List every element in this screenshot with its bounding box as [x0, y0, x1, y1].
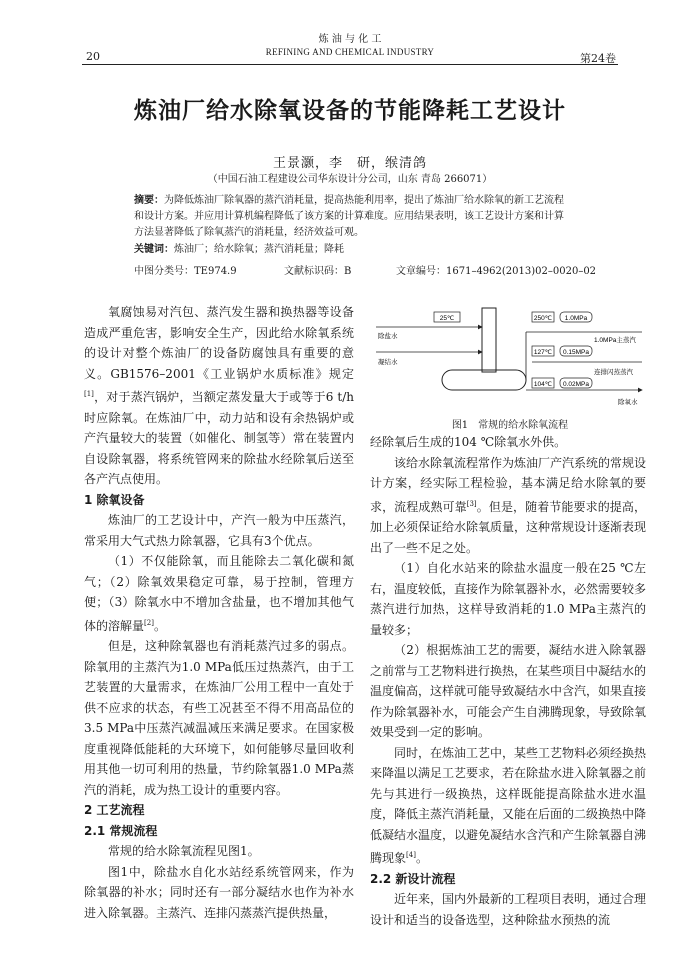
affiliation: （中国石油工程建设公司华东设计分公司，山东 青岛 266071） — [207, 174, 493, 185]
figure-caption: 图1 常规的给水除氧流程 — [451, 420, 569, 431]
paragraph: （2）根据炼油工艺的需要，凝结水进入除氧器之前常与工艺物料进行换热，在某些项目中凝结水的温度偏高，这样就可能导致凝结水中含汽，如果直接作为除氧器补水，可能会产生自沸腾现象，导致除氧效果受到一定的影响。 — [370, 643, 647, 739]
figure-1-flow-diagram — [372, 302, 648, 432]
paragraph: 近年来，国内外最新的工程项目表明，通过合理设计和适当的设备选型，这种除盐水预热的流 — [370, 892, 647, 927]
paragraph: （1）自化水站来的除盐水温度一般在25 ℃左右，温度较低，直接作为除氧器补水，必然需要较多蒸汽进行加热，这样导致消耗的1.0 MPa主蒸汽的量较多； — [370, 561, 647, 637]
section-heading-2: 2 工艺流程 — [84, 803, 145, 817]
paragraph: 氧腐蚀易对汽包、蒸汽发生器和换热器等设备造成严重危害，影响安全生产，因此给水除氧系统的设计对整个炼油厂的设备防腐蚀具有重要的意义。GB1576–2001《工业锅炉水质标准》规定[1]，对于蒸汽锅炉，当额定蒸发量大于或等于6 t/h时应除氧。在炼油厂中，动力站和设有余热锅炉或产汽量较大的装置（如催化、制氢等）常在装置内自设除氧器，将系统管网来的除盐水经除氧后送至各产汽点使用。 — [84, 305, 354, 486]
paragraph: 图1中，除盐水自化水站经系统管网来，作为除氧器的补水；同时还有一部分凝结水也作为补水进入除氧器。主蒸汽、连排闪蒸蒸汽提供热量， — [84, 864, 354, 920]
flow-diagram-svg — [372, 302, 648, 432]
temp-demin: 25℃ — [439, 315, 455, 322]
right-column — [370, 432, 646, 930]
subsection-heading-2-1: 2.1 常规流程 — [84, 823, 158, 838]
deaerator-column — [482, 308, 496, 372]
clc-number: 中图分类号：TE974.9 — [134, 266, 237, 277]
authors: 王景灏，李 研，缑清鸽 — [272, 156, 427, 171]
label-demin-water: 除盐水 — [378, 333, 398, 340]
paragraph: 该给水除氧流程常作为炼油厂产汽系统的常规设计方案，经实际工程检验，基本满足给水除氧的要求，流程成熟可靠[3]。但是，随着节能要求的提高，加上必须保证给水除氧质量，这种常规设计逐渐表现出了一些不足之处。 — [370, 455, 647, 555]
keywords — [134, 242, 566, 258]
paragraph: 炼油厂的工艺设计中，产汽一般为中压蒸汽，常采用大气式热力除氧器，它具有3个优点。 — [84, 513, 354, 548]
storage-tank — [442, 370, 526, 390]
subsection-heading-2-2: 2.2 新设计流程 — [370, 871, 456, 886]
paragraph: （1）不仅能除氧，而且能除去二氧化碳和氮气；（2）除氧效果稳定可靠，易于控制，管理方便；（3）除氧水中不增加含盐量，也不增加其他气体的溶解量[2]。 — [84, 554, 354, 633]
journal-name-en: REFINING AND CHEMICAL INDUSTRY — [265, 47, 435, 57]
pressure-out: 0.02MPa — [562, 381, 590, 388]
pressure-flash: 0.15MPa — [562, 349, 590, 356]
header-rule — [82, 64, 618, 65]
document-code: 文献标识码：B — [284, 266, 352, 277]
section-heading-1: 1 除氧设备 — [84, 492, 145, 507]
keywords-text: 炼油厂；给水除氧；蒸汽消耗量；降耗 — [174, 243, 344, 255]
abstract — [134, 193, 566, 242]
paragraph: 但是，这种除氧器也有消耗蒸汽过多的弱点。除氧用的主蒸汽为1.0 MPa低压过热蒸汽，由于工艺装置的大量需求，在炼油厂公用工程中一直处于供不应求的状态，有些工况甚至不得不用高品位的3.5 MPa中压蒸汽减温减压来满足要求。在国家极度重视降低能耗的大环境下，如何能够尽量回收利用其他一切可利用的热量，节约除氧器1.0 MPa蒸汽的消耗，成为热工设计的重要内容。 — [84, 639, 354, 797]
paragraph: 经除氧后生成的104 ℃除氧水外供。 — [370, 435, 567, 449]
abstract-label: 摘要： — [134, 195, 164, 206]
article-number: 文章编号：1671–4962(2013)02–0020–02 — [396, 266, 597, 277]
temp-condensate: 127℃ — [533, 349, 553, 356]
label-condensate: 凝结水 — [378, 359, 398, 366]
abstract-text: 为降低炼油厂除氧器的蒸汽消耗量，提高热能利用率，提出了炼油厂给水除氧的新工艺流程和设计方案。并应用计算机编程降低了该方案的计算难度。应用结果表明，该工艺设计方案和计算方法显著降低了除氧蒸汽的消耗量，经济效益可观。 — [134, 195, 564, 239]
label-flash-steam: 连排闪蒸蒸汽 — [594, 369, 633, 376]
page-number: 20 — [86, 50, 100, 63]
abstract-block — [134, 193, 566, 258]
label-main-steam: 1.0MPa主蒸汽 — [594, 337, 636, 344]
keywords-label: 关键词： — [134, 243, 174, 255]
pressure-steam: 1.0MPa — [564, 315, 588, 322]
paragraph: 常规的给水除氧流程见图1。 — [108, 844, 260, 858]
temp-steam: 250℃ — [533, 315, 553, 322]
temp-out: 104℃ — [533, 381, 553, 388]
left-column — [84, 302, 354, 923]
label-deaerated-water: 除氧水 — [618, 399, 638, 406]
paragraph: 同时，在炼油工艺中，某些工艺物料必须经换热来降温以满足工艺要求，若在除盐水进入除氧器之前先与其进行一级换热，这样既能提高除盐水进水温度，降低主蒸汽消耗量，又能在后面的二级换热中降低凝结水温度，以避免凝结水含汽和产生除氧器自沸腾现象[4]。 — [370, 745, 647, 865]
article-title: 炼油厂给水除氧设备的节能降耗工艺设计 — [134, 98, 566, 124]
journal-name-cn: 炼 油 与 化 工 — [318, 34, 382, 45]
volume-label: 第24卷 — [580, 52, 616, 65]
